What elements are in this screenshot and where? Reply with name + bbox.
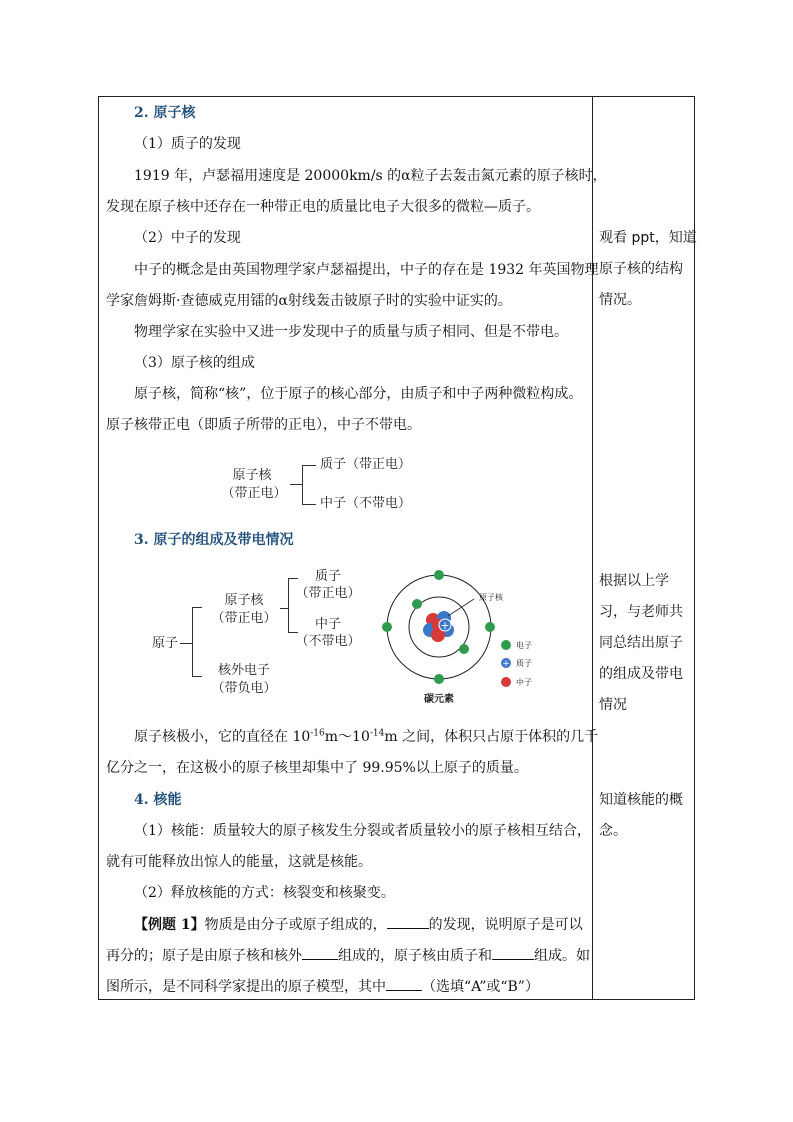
- tree-nucleus-charge: （带正电）: [211, 611, 277, 626]
- example-line-3: 图所示，是不同科学家提出的原子模型，其中 （选填“A”或“B”）: [106, 976, 539, 997]
- nucleus-composition-text-2: 原子核带正电（即质子所带的正电），中子不带电。: [106, 417, 421, 433]
- tree-root-spine: [192, 607, 193, 677]
- tree-root-stem: [180, 643, 192, 644]
- tree-neutron-label: 中子: [314, 617, 341, 632]
- carbon-atom-model: [378, 566, 543, 708]
- side-note-3-line-2: 念。: [599, 823, 627, 839]
- nucleus-size-text-1: 原子核极小，它的直径在 $10^{-16}m\sim 10^{-14}m$ 之间，体积只占原于体积的几千: [134, 728, 599, 745]
- composition-heading: 3. 原子的组成及带电情况: [134, 532, 294, 548]
- tree-electron-charge: （带负电）: [211, 681, 277, 696]
- tree-nucleus-label: 原子核: [224, 593, 264, 608]
- nucleus-pointer: [448, 599, 474, 616]
- legend-proton: 质子: [516, 659, 532, 668]
- legend-electron: 电子: [516, 641, 532, 650]
- side-note-2-line-4: 的组成及带电: [599, 666, 683, 682]
- model-caption: 碳元素: [424, 694, 454, 705]
- diagram-nucleus-charge: （带正电）: [221, 486, 287, 501]
- bracket-bottom-arm: [302, 504, 316, 505]
- diagram-nucleus-label: 原子核: [232, 468, 272, 483]
- svg-text:+: +: [502, 659, 510, 669]
- tree-atom-label: 原子: [152, 636, 179, 651]
- diagram-proton-label: 质子（带正电）: [320, 457, 412, 472]
- tree-proton-label: 质子: [314, 569, 341, 584]
- side-note-3-line-1: 知道核能的概: [599, 792, 683, 808]
- blank-2[interactable]: [302, 945, 338, 960]
- blank-1[interactable]: [387, 914, 429, 929]
- legend-neutron: 中子: [516, 678, 532, 687]
- example-line-1: 【例题 1】物质是由分子或原子组成的， 的发现，说明原子是可以: [134, 914, 583, 935]
- bracket-top-arm: [302, 465, 316, 466]
- nucleus-size-text-2: 亿分之一，在这极小的原子核里却集中了 99.95%以上原子的质量。: [106, 760, 528, 776]
- tree-proton-charge: （带正电）: [295, 586, 361, 601]
- nucleus-composition-text-1: 原子核，简称“核”，位于原子的核心部分，由质子和中子两种微粒构成。: [134, 386, 583, 402]
- blank-3[interactable]: [492, 945, 534, 960]
- side-note-2-line-1: 根据以上学: [599, 573, 669, 589]
- nucleus-composition-subtitle: （3）原子核的组成: [134, 355, 255, 371]
- neutron-discovery-subtitle: （2）中子的发现: [134, 230, 241, 246]
- side-note-1-line-2: 原子核的结构: [599, 261, 683, 277]
- neutron-mass-text: 物理学家在实验中又进一步发现中子的质量与质子相同、但是不带电。: [134, 324, 568, 340]
- side-note-1-line-3: 情况。: [599, 292, 641, 308]
- model-nucleus-label: 原子核: [479, 593, 503, 602]
- tree-nucleus-spine: [288, 578, 289, 633]
- tree-root-top-arm: [192, 607, 202, 608]
- tree-root-bottom-arm: [192, 676, 202, 677]
- side-note-2-line-5: 情况: [599, 697, 627, 713]
- side-note-1-line-1: 观看 ppt，知道: [599, 230, 697, 246]
- blank-4[interactable]: [386, 976, 422, 991]
- model-legend: [501, 640, 532, 687]
- column-divider: [592, 96, 593, 1000]
- proton-discovery-subtitle: （1）质子的发现: [134, 136, 241, 152]
- energy-methods: （2）释放核能的方式：核裂变和核聚变。: [134, 885, 395, 901]
- example-tag: 【例题 1】: [134, 917, 205, 933]
- energy-heading: 4. 核能: [134, 792, 182, 808]
- example-line-2: 再分的；原子是由原子核和核外 组成的，原子核由质子和 组成。如: [106, 945, 590, 966]
- neutron-discovery-text-1: 中子的概念是由英国物理学家卢瑟福提出，中子的存在是 1932 年英国物理: [134, 262, 599, 278]
- energy-definition-2: 就有可能释放出惊人的能量，这就是核能。: [106, 854, 372, 870]
- energy-definition-1: （1）核能：质量较大的原子核发生分裂或者质量较小的原子核相互结合，: [134, 823, 591, 839]
- proton-discovery-text-2: 发现在原子核中还存在一种带正电的质量比电子大很多的微粒—质子。: [106, 199, 540, 215]
- tree-neutron-charge: （不带电）: [295, 634, 361, 649]
- nucleus-cluster: [423, 611, 454, 642]
- nucleus-heading: 2. 原子核: [134, 105, 196, 121]
- bracket-stem: [290, 484, 302, 485]
- tree-electron-label: 核外电子: [217, 663, 270, 678]
- proton-discovery-text-1: 1919 年，卢瑟福用速度是 20000km/s 的α粒子去轰击氮元素的原子核时，: [134, 168, 607, 184]
- side-note-2-line-2: 习，与老师共: [599, 604, 683, 620]
- bracket-spine: [302, 465, 303, 505]
- svg-text:+: +: [440, 619, 450, 632]
- side-note-2-line-3: 同总结出原子: [599, 635, 683, 651]
- tree-nucleus-stem: [280, 608, 288, 609]
- neutron-discovery-text-2: 学家詹姆斯·查德威克用镭的α射线轰击铍原子时的实验中证实的。: [106, 293, 512, 309]
- diagram-neutron-label: 中子（不带电）: [320, 496, 412, 511]
